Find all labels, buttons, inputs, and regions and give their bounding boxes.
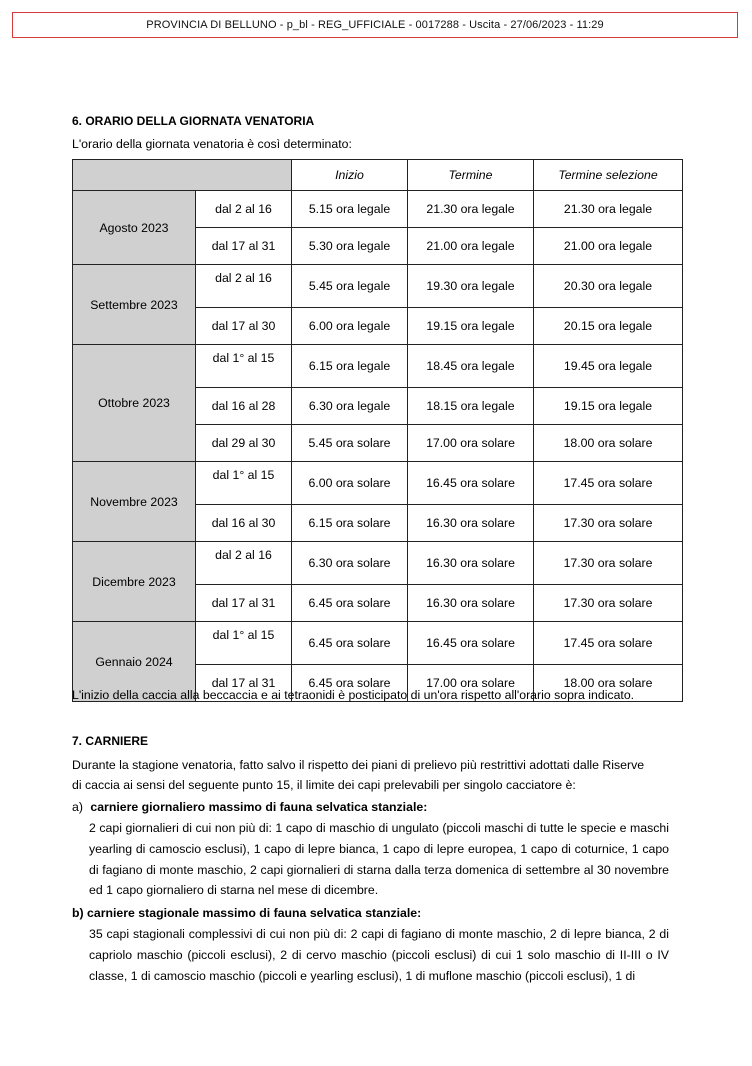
list-item-a-heading <box>72 797 427 818</box>
selection-end-cell: 21.30 ora legale <box>534 191 683 228</box>
start-time-cell: 6.30 ora legale <box>292 388 408 425</box>
section-6-intro: L'orario della giornata venatoria è così determinato: <box>72 137 352 151</box>
start-time-cell: 5.45 ora solare <box>292 425 408 462</box>
period-cell: dal 1° al 15 <box>196 622 292 665</box>
start-time-cell: 6.45 ora solare <box>292 665 408 702</box>
section-6-title: 6. ORARIO DELLA GIORNATA VENATORIA <box>72 114 315 128</box>
selection-end-cell: 18.00 ora solare <box>534 425 683 462</box>
start-time-cell: 6.00 ora legale <box>292 308 408 345</box>
table-row <box>73 191 683 228</box>
period-cell: dal 17 al 31 <box>196 585 292 622</box>
end-time-cell: 19.15 ora legale <box>408 308 534 345</box>
end-time-cell: 21.00 ora legale <box>408 228 534 265</box>
column-header-start: Inizio <box>292 160 408 191</box>
list-item-b-text: 35 capi stagionali complessivi di cui non più di: 2 capi di fagiano di monte maschio, 2 di lepre bianca, 2 di capriolo maschio (piccoli esclusi), 2 di cervo maschio (piccoli esclusi) di cui 1 solo maschio di II-III o IV classe, 1 di camoscio maschio (piccoli e yearling esclusi), 1 di muflone maschio (piccoli esclusi), 1 di <box>89 927 669 983</box>
table-row <box>73 345 683 388</box>
end-time-cell: 16.30 ora solare <box>408 505 534 542</box>
month-cell: Gennaio 2024 <box>73 622 196 702</box>
selection-end-cell: 19.45 ora legale <box>534 345 683 388</box>
selection-end-cell: 17.30 ora solare <box>534 505 683 542</box>
start-time-cell: 6.30 ora solare <box>292 542 408 585</box>
selection-end-cell: 17.30 ora solare <box>534 542 683 585</box>
selection-end-cell: 17.45 ora solare <box>534 462 683 505</box>
selection-end-cell: 17.45 ora solare <box>534 622 683 665</box>
end-time-cell: 21.30 ora legale <box>408 191 534 228</box>
period-cell: dal 1° al 15 <box>196 462 292 505</box>
selection-end-cell: 20.15 ora legale <box>534 308 683 345</box>
end-time-cell: 16.45 ora solare <box>408 462 534 505</box>
selection-end-cell: 19.15 ora legale <box>534 388 683 425</box>
month-cell: Dicembre 2023 <box>73 542 196 622</box>
table-header-row <box>73 160 683 191</box>
start-time-cell: 6.45 ora solare <box>292 585 408 622</box>
end-time-cell: 18.45 ora legale <box>408 345 534 388</box>
section-7-intro-line-1: Durante la stagione venatoria, fatto salvo il rispetto dei piani di prelievo più restrittivi adottati dalle Riserve <box>72 758 645 772</box>
section-7-intro-line-2: di caccia ai sensi del seguente punto 15, il limite dei capi prelevabili per singolo cacciatore è: <box>72 778 576 792</box>
period-cell: dal 29 al 30 <box>196 425 292 462</box>
header-corner <box>73 160 292 191</box>
end-time-cell: 16.45 ora solare <box>408 622 534 665</box>
end-time-cell: 16.30 ora solare <box>408 585 534 622</box>
registry-stamp: PROVINCIA DI BELLUNO - p_bl - REG_UFFICIALE - 0017288 - Uscita - 27/06/2023 - 11:29 <box>12 12 738 38</box>
period-cell: dal 2 al 16 <box>196 542 292 585</box>
period-cell: dal 16 al 28 <box>196 388 292 425</box>
period-cell: dal 17 al 30 <box>196 308 292 345</box>
section-7-title: 7. CARNIERE <box>72 734 149 748</box>
period-cell: dal 17 al 31 <box>196 228 292 265</box>
period-cell: dal 2 al 16 <box>196 191 292 228</box>
list-marker-a: a) <box>72 800 83 814</box>
list-item-b-title: b) carniere stagionale massimo di fauna selvatica stanziale: <box>72 906 422 920</box>
start-time-cell: 6.15 ora legale <box>292 345 408 388</box>
period-cell: dal 1° al 15 <box>196 345 292 388</box>
start-time-cell: 5.30 ora legale <box>292 228 408 265</box>
selection-end-cell: 20.30 ora legale <box>534 265 683 308</box>
end-time-cell: 18.15 ora legale <box>408 388 534 425</box>
month-cell: Agosto 2023 <box>73 191 196 265</box>
end-time-cell: 17.00 ora solare <box>408 425 534 462</box>
list-item-a-title: carniere giornaliero massimo di fauna selvatica stanziale: <box>90 800 428 814</box>
period-cell: dal 17 al 31 <box>196 665 292 702</box>
start-time-cell: 5.15 ora legale <box>292 191 408 228</box>
table-row <box>73 542 683 585</box>
end-time-cell: 17.00 ora solare <box>408 665 534 702</box>
start-time-cell: 6.00 ora solare <box>292 462 408 505</box>
selection-end-cell: 18.00 ora solare <box>534 665 683 702</box>
table-row <box>73 462 683 505</box>
start-time-cell: 5.45 ora legale <box>292 265 408 308</box>
list-item-a-text: 2 capi giornalieri di cui non più di: 1 capo di maschio di ungulato (piccoli maschi di tutte le specie e maschi yearling di camoscio esclusi), 1 capo di lepre bianca, 1 capo di lepre europea, 1 capo di coturnice, 1 capo di fagiano di monte maschio, 2 capi giornalieri di starna dalla terza domenica di settembre al 30 novembre ed 1 capo giornaliero di starna nel mese di dicembre. <box>89 821 669 898</box>
period-cell: dal 16 al 30 <box>196 505 292 542</box>
start-time-cell: 6.45 ora solare <box>292 622 408 665</box>
period-cell: dal 2 al 16 <box>196 265 292 308</box>
month-cell: Novembre 2023 <box>73 462 196 542</box>
month-cell: Ottobre 2023 <box>73 345 196 462</box>
column-header-selection-end: Termine selezione <box>534 160 683 191</box>
column-header-end: Termine <box>408 160 534 191</box>
selection-end-cell: 17.30 ora solare <box>534 585 683 622</box>
end-time-cell: 19.30 ora legale <box>408 265 534 308</box>
start-time-cell: 6.15 ora solare <box>292 505 408 542</box>
table-row <box>73 622 683 665</box>
section-6-note: L'inizio della caccia alla beccaccia e ai tetraonidi è posticipato di un'ora rispetto all'orario sopra indicato. <box>72 688 635 702</box>
hunting-hours-table <box>72 159 683 702</box>
month-cell: Settembre 2023 <box>73 265 196 345</box>
end-time-cell: 16.30 ora solare <box>408 542 534 585</box>
table-row <box>73 265 683 308</box>
selection-end-cell: 21.00 ora legale <box>534 228 683 265</box>
